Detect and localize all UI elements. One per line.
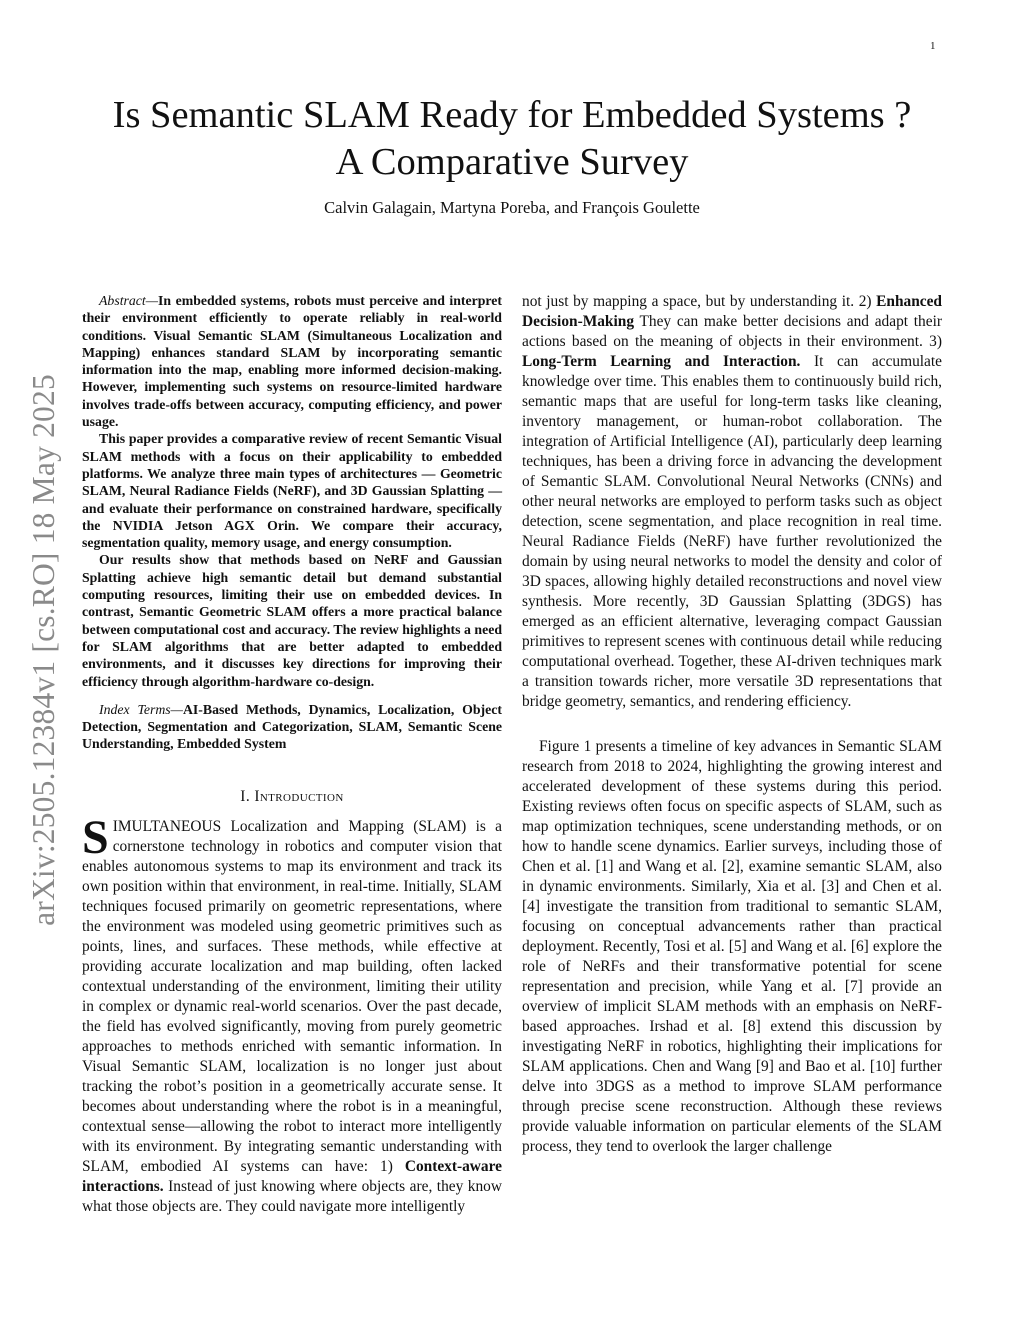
intro-text-e: It can accumulate knowledge over time. This enables them to continuously build rich, semantic maps that are useful for long-term tasks like cleaning, inventory management, or human-robot collaboration. The integration of Artificial Intelligence (AI), particularly deep learning techniques, has been a driving force in advancing the development of Semantic SLAM. Convolutional Neural Networks (CNNs) and other neural networks are employed to perform tasks such as object detection, scene segmentation, and place recognition in real time. Neural Radiance Fields (NeRF) have further revolutionized the domain by using neural networks to model the density and color of 3D spaces, allowing highly detailed reconstructions and novel view synthesis. More recently, 3D Gaussian Splatting (3DGS) has emerged as an efficient alternative, leveraging compact Gaussian primitives to represent scenes with continuous detail while reducing computational overhead. Together, these AI-driven techniques mark a transition towards richer, more versatile 3D representations that bridge geometry, semantics, and rendering efficiency.	[522, 353, 942, 710]
left-column	[82, 292, 502, 1217]
index-terms-label: Index Terms—	[99, 701, 183, 717]
intro-paragraph-2: Figure 1 presents a timeline of key advances in Semantic SLAM research from 2018 to 2024, highlighting the growing interest and accelerated development of these systems during this period. Existing reviews often focus on specific aspects of SLAM, such as map optimization techniques, scene understanding methods, or on how to handle scene dynamics. Earlier surveys, including those of Chen et al. [1] and Wang et al. [2], examine semantic SLAM, also in dynamic environments. Similarly, Xia et al. [3] and Chen et al. [4] investigate the transition from traditional to semantic SLAM, focusing on conceptual advancements rather than practical deployment. Recently, Tosi et al. [5] and Wang et al. [6] explore the role of NeRFs and their transformative potential for scene representation and precision, while Yang et al. [7] provide an overview of implicit SLAM methods with an emphasis on NeRF-based approaches. Irshad et al. [8] extend this discussion by investigating NeRF in robotics, highlighting their implications for SLAM applications. Chen and Wang [9] and Bao et al. [10] further delve into 3DGS as a method to improve SLAM performance through precise scene reconstruction. Although these reviews provide valuable information on particular elements of the SLAM process, they tend to overlook the larger challenge	[522, 738, 942, 1155]
paper-title	[0, 92, 1024, 186]
intro-text-c: not just by mapping a space, but by understanding it. 2)	[522, 293, 877, 310]
index-terms-text: AI-Based Methods, Dynamics, Localization, Object Detection, Segmentation and Categorization, SLAM, Semantic Scene Understanding, Embedded System	[82, 701, 502, 752]
intro-text-d: They can make better decisions and adapt their actions based on the meaning of objects in their environment. 3)	[522, 313, 942, 350]
intro-bold-decision-making: Enhanced Decision-Making	[522, 293, 942, 330]
intro-text-a: Localization and Mapping (SLAM) is a cornerstone technology in robotics and computer vision that enables autonomous systems to map its environment and track its own position within that environment, in real-time. Initially, SLAM techniques focused primarily on geometric representations, where the environment was modeled using geometric primitives such as points, lines, and surfaces. These methods, while effective at providing accurate localization and map building, often lacked contextual understanding of the environment, limiting their utility in complex or dynamic real-world scenarios. Over the past decade, the field has evolved significantly, moving from purely geometric approaches to methods enriched with semantic information. In Visual Semantic SLAM, localization is no longer just about tracking the robot’s position in a geometrically accurate sense. It becomes about understanding where the robot is in a meaningful, contextual sense—allowing the robot to interact more intelligently with its environment. By integrating semantic understanding with SLAM, embodied AI systems can have: 1)	[82, 817, 502, 1175]
intro-text-b: Instead of just knowing where objects are, they know what those objects are. They could navigate more intelligently	[82, 1177, 502, 1215]
intro-bold-long-term: Long-Term Learning and Interaction.	[522, 353, 801, 370]
title-line-2: A Comparative Survey	[335, 141, 689, 183]
abstract-paragraph-2: This paper provides a comparative review of recent Semantic Visual SLAM methods with a focus on their applicability to embedded platforms. We analyze three main types of architectures — Geometric SLAM, Neural Radiance Fields (NeRF), and 3D Gaussian Splatting — and evaluate their performance on constrained hardware, specifically the NVIDIA Jetson AGX Orin. We compare their accuracy, segmentation quality, memory usage, and energy consumption.	[82, 431, 502, 551]
intro-lead-caps: IMULTANEOUS	[112, 817, 222, 835]
abstract	[82, 292, 502, 690]
paragraph-gap	[522, 712, 942, 737]
abstract-paragraph-3: Our results show that methods based on NeRF and Gaussian Splatting achieve high semantic detail but demand substantial computing resources, limiting their use on embedded devices. In contrast, Semantic Geometric SLAM offers a more practical balance between computational cost and accuracy. The review highlights a need for SLAM algorithms that are better adapted to embedded environments, and it discusses key directions for improving their efficiency through algorithm-hardware co-design.	[82, 552, 502, 689]
arxiv-identifier-stamp: arXiv:2505.12384v1 [cs.RO] 18 May 2025	[26, 374, 61, 926]
intro-paragraph-1	[82, 810, 502, 1217]
abstract-label: Abstract—	[99, 293, 159, 308]
abstract-text-1: In embedded systems, robots must perceive and interpret their environment efficiently to operate reliably in real-world conditions. Visual Semantic SLAM (Simultaneous Localization and Mapping) enhances standard SLAM by incorporating semantic information into the map, enabling more informed decision-making. However, implementing such systems on resource-limited hardware involves trade-offs between accuracy, computing efficiency, and power usage.	[82, 293, 502, 430]
abstract-paragraph-1	[82, 292, 502, 430]
section-heading-introduction: I. Introduction	[240, 787, 344, 805]
intro-bold-context-aware: Context-aware interactions.	[82, 1157, 502, 1195]
drop-cap: S	[82, 810, 109, 864]
intro-paragraph-1-continued	[522, 292, 942, 712]
title-line-1: Is Semantic SLAM Ready for Embedded Systems ?	[112, 94, 912, 136]
author-list: Calvin Galagain, Martyna Poreba, and François Goulette	[324, 198, 700, 217]
right-column	[522, 292, 942, 1157]
page-number: 1	[930, 40, 936, 52]
index-terms	[82, 701, 502, 753]
